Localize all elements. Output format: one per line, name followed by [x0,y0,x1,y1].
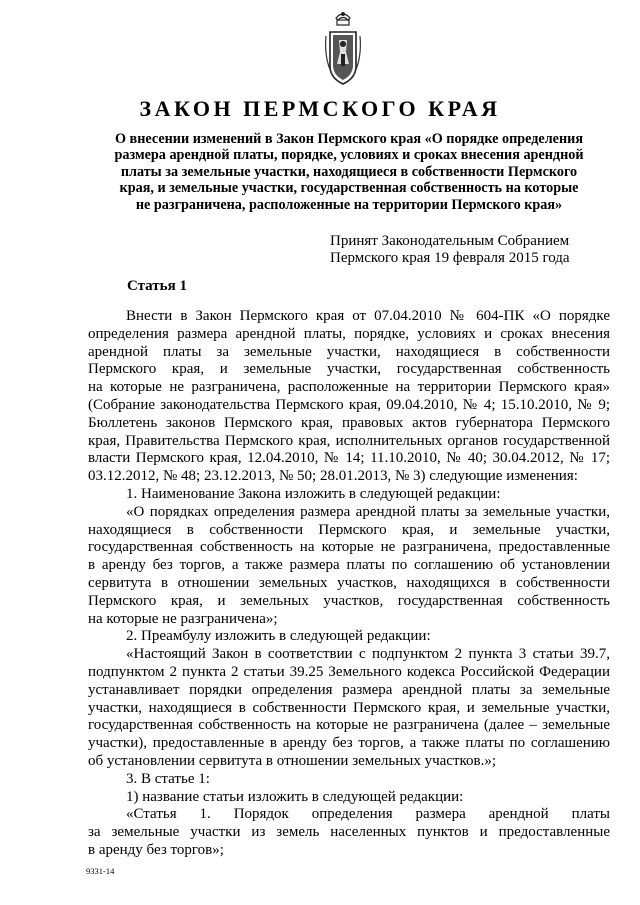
text-line: находящиеся в собственности Пермского края, и земельные участки, [88,521,610,538]
text-line: в аренду без торгов, а также размера платы по соглашению об установлении [88,557,610,574]
adoption-note [330,233,570,266]
text-line: сервитута в отношении земельных участков, находящихся в собственности [88,574,610,591]
document-code: 9331-14 [86,866,115,876]
subtitle-line: края, и земельные участки, государственная собственность на которые [119,180,579,197]
text-line: 03.12.2012, № 48; 23.12.2013, № 50; 28.01.2013, № 3) следующие изменения: [88,468,578,485]
text-line: государственная собственность на которые не разграничена, предоставленные [88,539,610,556]
text-line: 3. В статье 1: [126,770,210,787]
text-line: власти Пермского края, 12.04.2010, № 14; 11.10.2010, № 40; 30.04.2012, № 17; [88,450,610,467]
text-line: «О порядках определения размера арендной платы за земельные участки, [126,503,610,520]
text-line: 1. Наименование Закона изложить в следующей редакции: [126,485,501,502]
subtitle-line: О внесении изменений в Закон Пермского края «О порядке определения [114,131,584,147]
text-line: подпунктом 2 пункта 2 статьи 39.25 Земельного кодекса Российской Федерации [88,663,610,680]
article-body [88,308,610,860]
text-line: «Статья 1. Порядок определения размера арендной платы [126,806,610,823]
text-line: участки), предоставленные в аренду без торгов, а также платы по соглашению [88,735,610,752]
text-line: 1) название статьи изложить в следующей редакции: [126,788,464,805]
text-line: за земельные участки из земель населенных пунктов и предоставленные [88,824,610,841]
text-line: Бюллетень законов Пермского края, правовых актов губернатора Пермского [88,414,610,431]
text-line: края, Правительства Пермского края, исполнительных органов государственной [88,432,610,449]
adoption-line: Принят Законодательным Собранием [330,233,570,249]
text-line: устанавливает порядки определения размера арендной платы за земельные [88,681,610,698]
text-line: Пермского края, и земельных участков, государственная собственность [88,592,610,609]
text-line: участки, находящиеся в собственности Пермского края, и земельные участки, [88,699,610,716]
adoption-line: Пермского края 19 февраля 2015 года [330,249,570,266]
text-line: определения размера арендной платы, порядке, условиях и сроках внесения [88,325,610,342]
subtitle-line: не разграничена, расположенные на территории Пермского края» [135,196,563,213]
text-line: на которые не разграничена, расположенные на территории Пермского края» [88,379,610,396]
subtitle-line: платы за земельные участки, находящиеся в собственности Пермского [120,163,578,180]
text-line: арендной платы за земельные участки, находящиеся в собственности [88,343,610,360]
perm-krai-coat-of-arms-icon [322,8,364,88]
text-line: государственная собственность на которые не разграничена (далее – земельные [88,717,610,734]
text-line: на которые не разграничена»; [88,610,278,627]
law-title: ЗАКОН ПЕРМСКОГО КРАЯ [139,96,501,121]
law-subtitle [86,131,612,213]
article-heading: Статья 1 [127,278,187,294]
text-line: (Собрание законодательства Пермского края, 09.04.2010, № 4; 15.10.2010, № 9; [88,396,610,413]
subtitle-line: размера арендной платы, порядке, условиях и сроках внесения арендной [114,147,584,164]
text-line: об установлении сервитута в отношении земельных участков.»; [88,752,497,769]
text-line: Пермского края, и земельные участки, государственная собственность [88,361,610,378]
text-line: Внести в Закон Пермского края от 07.04.2010 № 604-ПК «О порядке [126,308,610,324]
text-line: 2. Преамбулу изложить в следующей редакции: [126,628,431,645]
text-line: «Настоящий Закон в соответствии с подпунктом 2 пункта 3 статьи 39.7, [126,646,610,663]
text-line: в аренду без торгов»; [88,841,224,858]
